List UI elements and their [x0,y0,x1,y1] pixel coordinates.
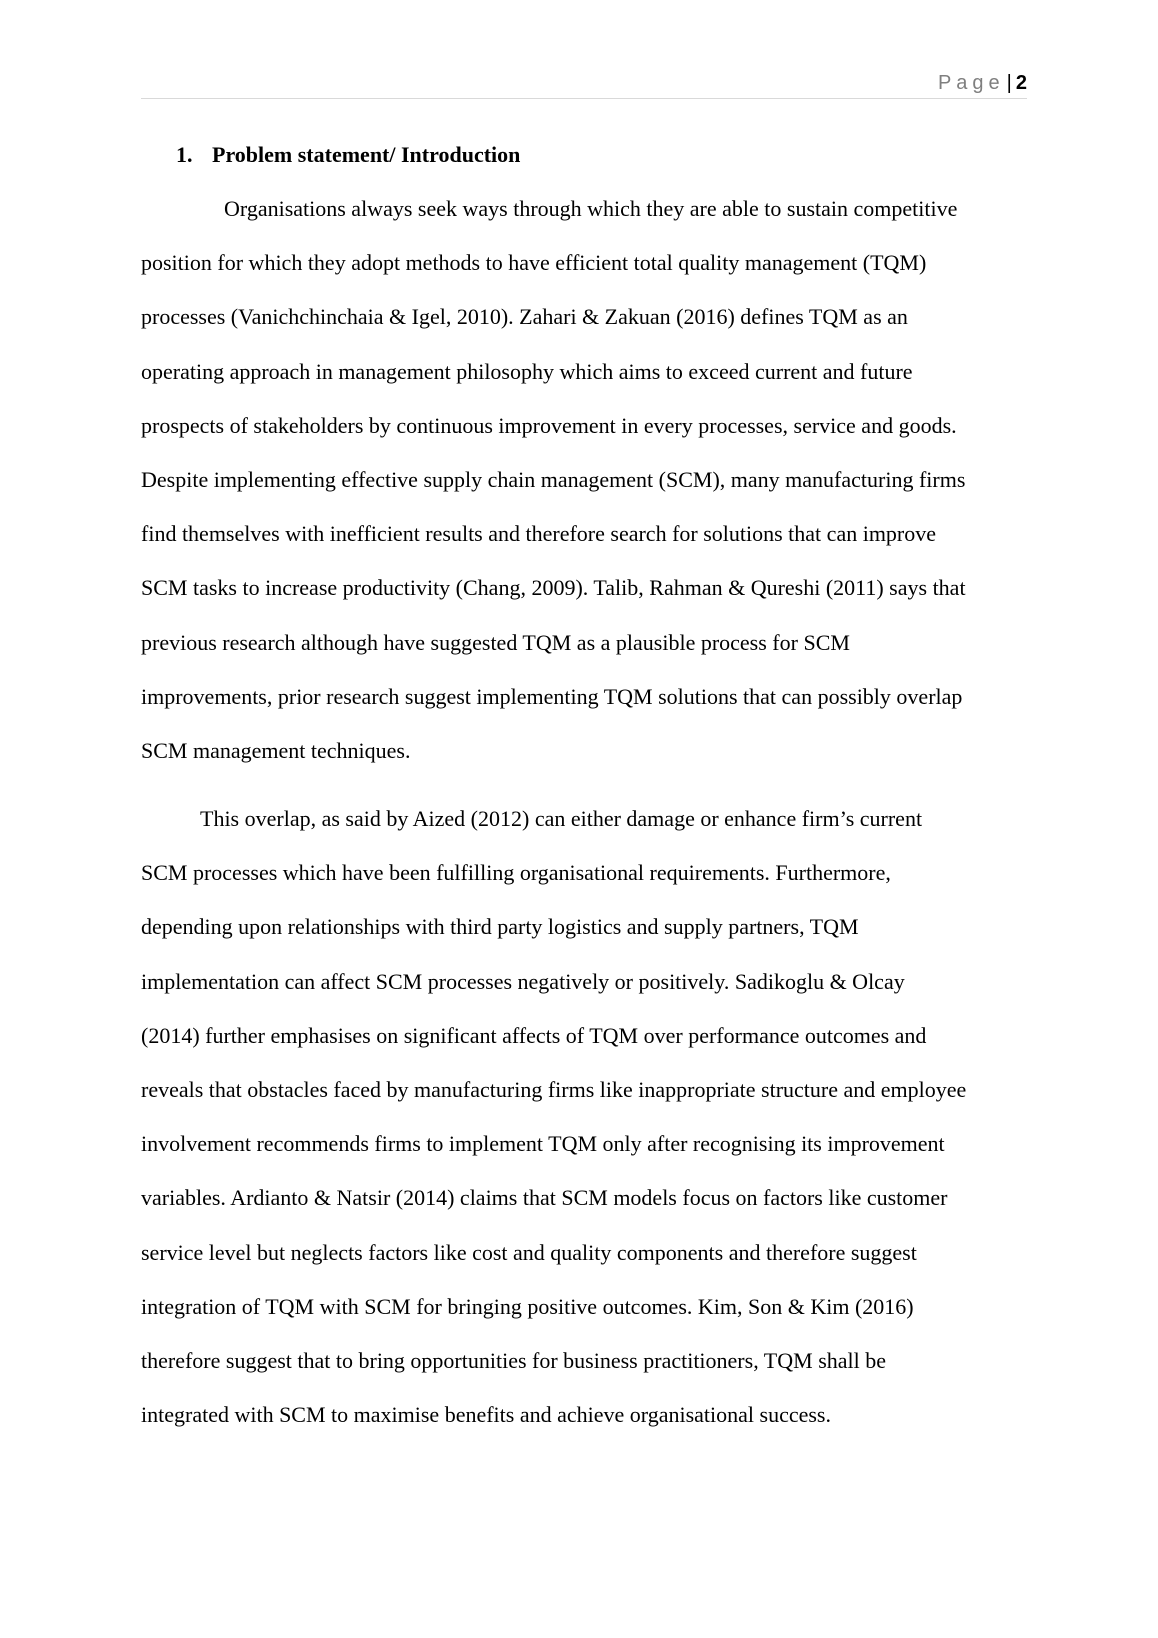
page-separator: | [1006,72,1012,94]
paragraph-line: Organisations always seek ways through which they are able to sustain competitive [224,196,958,221]
page-header [141,68,1027,99]
section-title: Problem statement/ Introduction [212,142,521,167]
paragraph-line: find themselves with inefficient results and therefore search for solutions that can improve [141,521,937,547]
paragraph-line: reveals that obstacles faced by manufacturing firms like inappropriate structure and employee [141,1076,967,1102]
paragraph-line: prospects of stakeholders by continuous improvement in every processes, service and goods. [141,412,957,438]
paragraph-2 [141,792,1041,1442]
paragraph-line: SCM management techniques. [141,737,411,763]
paragraph-line: therefore suggest that to bring opportunities for business practitioners, TQM shall be [141,1347,887,1373]
section-heading [176,138,520,172]
paragraph-line: This overlap, as said by Aized (2012) can either damage or enhance firm’s current [200,806,923,831]
paragraph-line: involvement recommends firms to implement TQM only after recognising its improvement [141,1131,945,1157]
paragraph-line: integrated with SCM to maximise benefits and achieve organisational success. [141,1402,831,1428]
paragraph-line: implementation can affect SCM processes negatively or positively. Sadikoglu & Olcay [141,968,905,994]
paragraph-line: processes (Vanichchinchaia & Igel, 2010). Zahari & Zakuan (2016) defines TQM as an [141,304,908,330]
paragraph-line: improvements, prior research suggest implementing TQM solutions that can possibly overlap [141,683,963,709]
paragraph-line: previous research although have suggested TQM as a plausible process for SCM [141,629,850,655]
page-label: Page [937,72,1005,94]
paragraph-line: service level but neglects factors like cost and quality components and therefore suggest [141,1239,917,1265]
section-number: 1. [176,142,193,167]
paragraph-line: integration of TQM with SCM for bringing positive outcomes. Kim, Son & Kim (2016) [141,1293,914,1319]
page-number: 2 [1015,72,1027,94]
paragraph-line: operating approach in management philosophy which aims to exceed current and future [141,358,913,384]
paragraph-1 [141,182,1041,778]
paragraph-line: Despite implementing effective supply chain management (SCM), many manufacturing firms [141,466,966,492]
paragraph-line: depending upon relationships with third party logistics and supply partners, TQM [141,914,859,940]
paragraph-line: SCM tasks to increase productivity (Chang, 2009). Talib, Rahman & Qureshi (2011) says that [141,575,966,601]
paragraph-line: (2014) further emphasises on significant affects of TQM over performance outcomes and [141,1022,927,1048]
paragraph-line: SCM processes which have been fulfilling organisational requirements. Furthermore, [141,860,891,886]
paragraph-line: position for which they adopt methods to have efficient total quality management (TQM) [141,250,927,276]
paragraph-line: variables. Ardianto & Natsir (2014) claims that SCM models focus on factors like customer [141,1185,948,1211]
